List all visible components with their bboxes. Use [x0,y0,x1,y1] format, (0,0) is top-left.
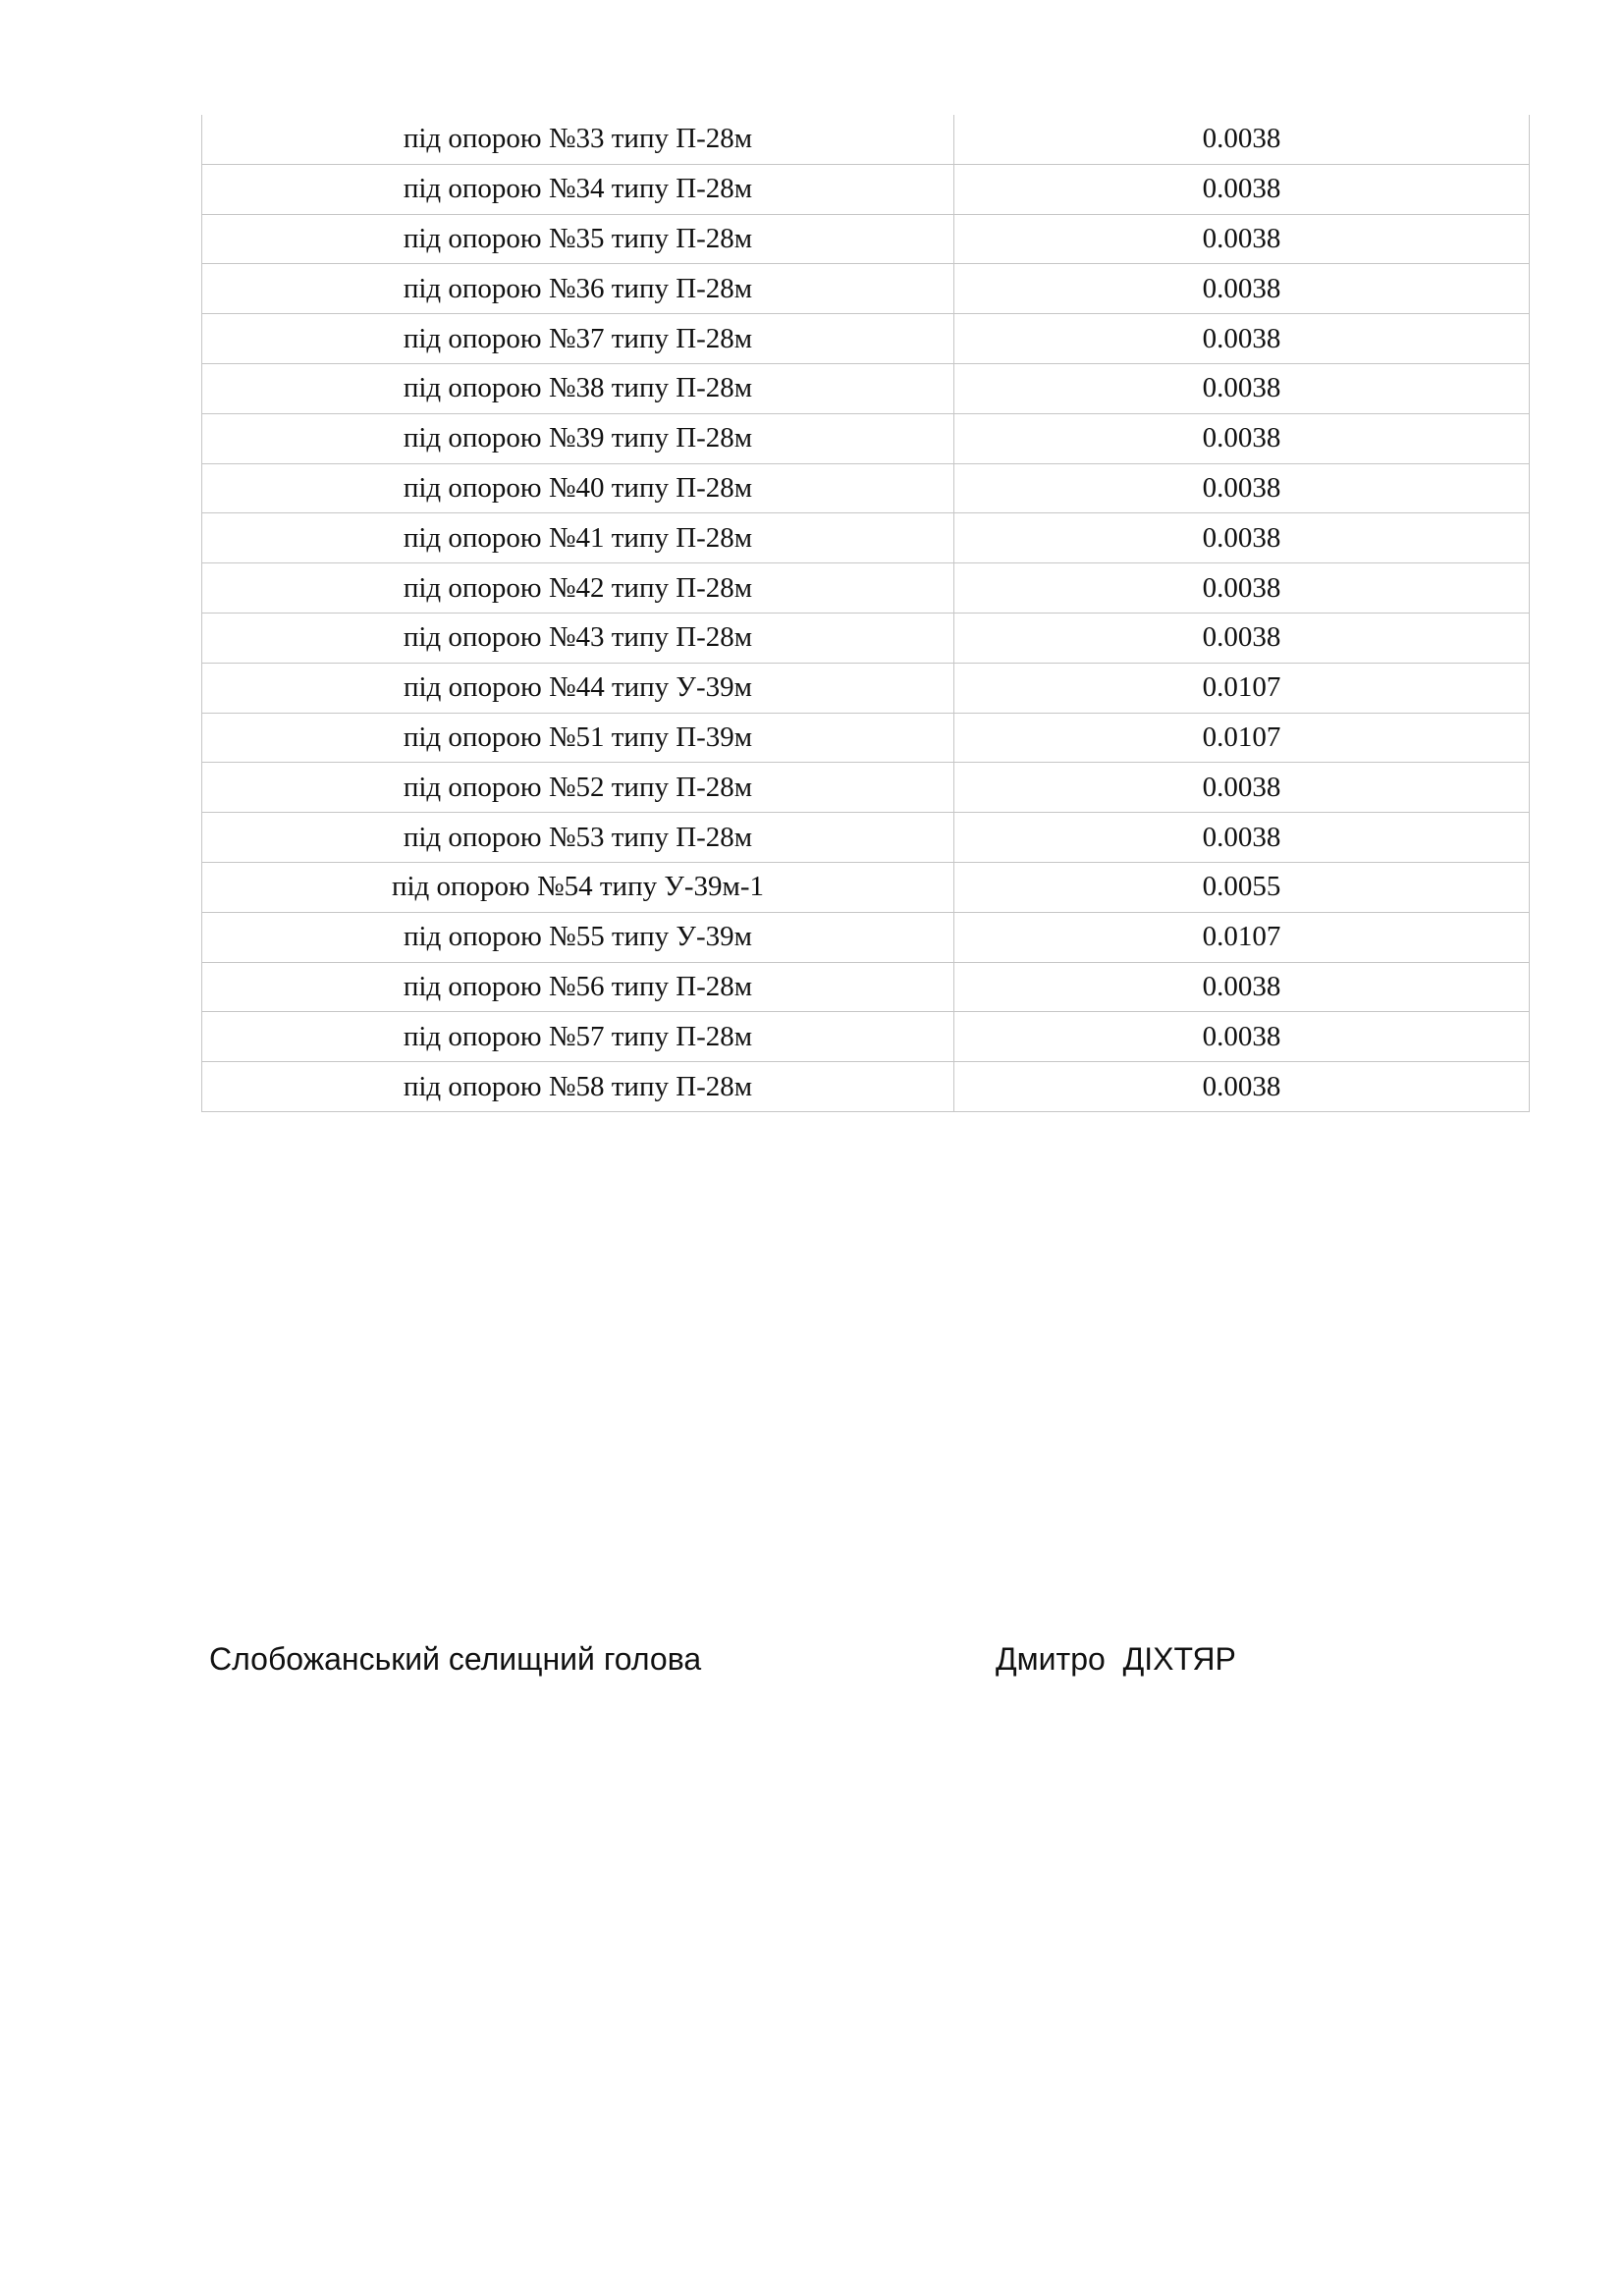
support-description-cell: під опорою №52 типу П-28м [202,763,954,813]
support-description-cell: під опорою №43 типу П-28м [202,613,954,663]
table-body [202,115,1530,1111]
table-row [202,214,1530,264]
support-description-cell: під опорою №34 типу П-28м [202,164,954,214]
support-description-cell: під опорою №55 типу У-39м [202,912,954,962]
table-row [202,763,1530,813]
area-value-cell: 0.0038 [954,214,1530,264]
table-row [202,1012,1530,1062]
support-description-cell: під опорою №56 типу П-28м [202,962,954,1012]
support-description-cell: під опорою №39 типу П-28м [202,413,954,463]
support-description-cell: під опорою №42 типу П-28м [202,563,954,614]
support-description-cell: під опорою №57 типу П-28м [202,1012,954,1062]
area-value-cell: 0.0038 [954,763,1530,813]
support-description-cell: під опорою №38 типу П-28м [202,363,954,413]
table-row [202,513,1530,563]
area-value-cell: 0.0038 [954,314,1530,364]
table-row [202,813,1530,863]
table-row [202,613,1530,663]
area-value-cell: 0.0038 [954,813,1530,863]
area-value-cell: 0.0038 [954,563,1530,614]
table-row [202,115,1530,164]
land-plots-table [201,115,1530,1112]
table-row [202,912,1530,962]
support-description-cell: під опорою №54 типу У-39м-1 [202,862,954,912]
support-description-cell: під опорою №36 типу П-28м [202,264,954,314]
support-description-cell: під опорою №33 типу П-28м [202,115,954,164]
area-value-cell: 0.0038 [954,962,1530,1012]
table-row [202,713,1530,763]
area-value-cell: 0.0107 [954,713,1530,763]
area-value-cell: 0.0107 [954,663,1530,713]
table-row [202,663,1530,713]
table-row [202,962,1530,1012]
area-value-cell: 0.0038 [954,1012,1530,1062]
table-row [202,413,1530,463]
support-description-cell: під опорою №51 типу П-39м [202,713,954,763]
area-value-cell: 0.0038 [954,513,1530,563]
support-description-cell: під опорою №37 типу П-28м [202,314,954,364]
area-value-cell: 0.0038 [954,613,1530,663]
table-row [202,314,1530,364]
area-value-cell: 0.0038 [954,463,1530,513]
table-row [202,862,1530,912]
area-value-cell: 0.0038 [954,413,1530,463]
signatory-name: Дмитро ДІХТЯР [996,1641,1236,1677]
area-value-cell: 0.0107 [954,912,1530,962]
area-value-cell: 0.0038 [954,1062,1530,1112]
area-value-cell: 0.0038 [954,363,1530,413]
table-row [202,164,1530,214]
support-description-cell: під опорою №35 типу П-28м [202,214,954,264]
table-row [202,264,1530,314]
support-description-cell: під опорою №58 типу П-28м [202,1062,954,1112]
table-row [202,463,1530,513]
support-description-cell: під опорою №53 типу П-28м [202,813,954,863]
table-row [202,363,1530,413]
area-value-cell: 0.0038 [954,115,1530,164]
table-row [202,1062,1530,1112]
area-value-cell: 0.0038 [954,164,1530,214]
table-row [202,563,1530,614]
support-description-cell: під опорою №44 типу У-39м [202,663,954,713]
area-value-cell: 0.0038 [954,264,1530,314]
support-description-cell: під опорою №41 типу П-28м [202,513,954,563]
area-value-cell: 0.0055 [954,862,1530,912]
support-description-cell: під опорою №40 типу П-28м [202,463,954,513]
signatory-position: Слобожанський селищний голова [209,1641,702,1677]
